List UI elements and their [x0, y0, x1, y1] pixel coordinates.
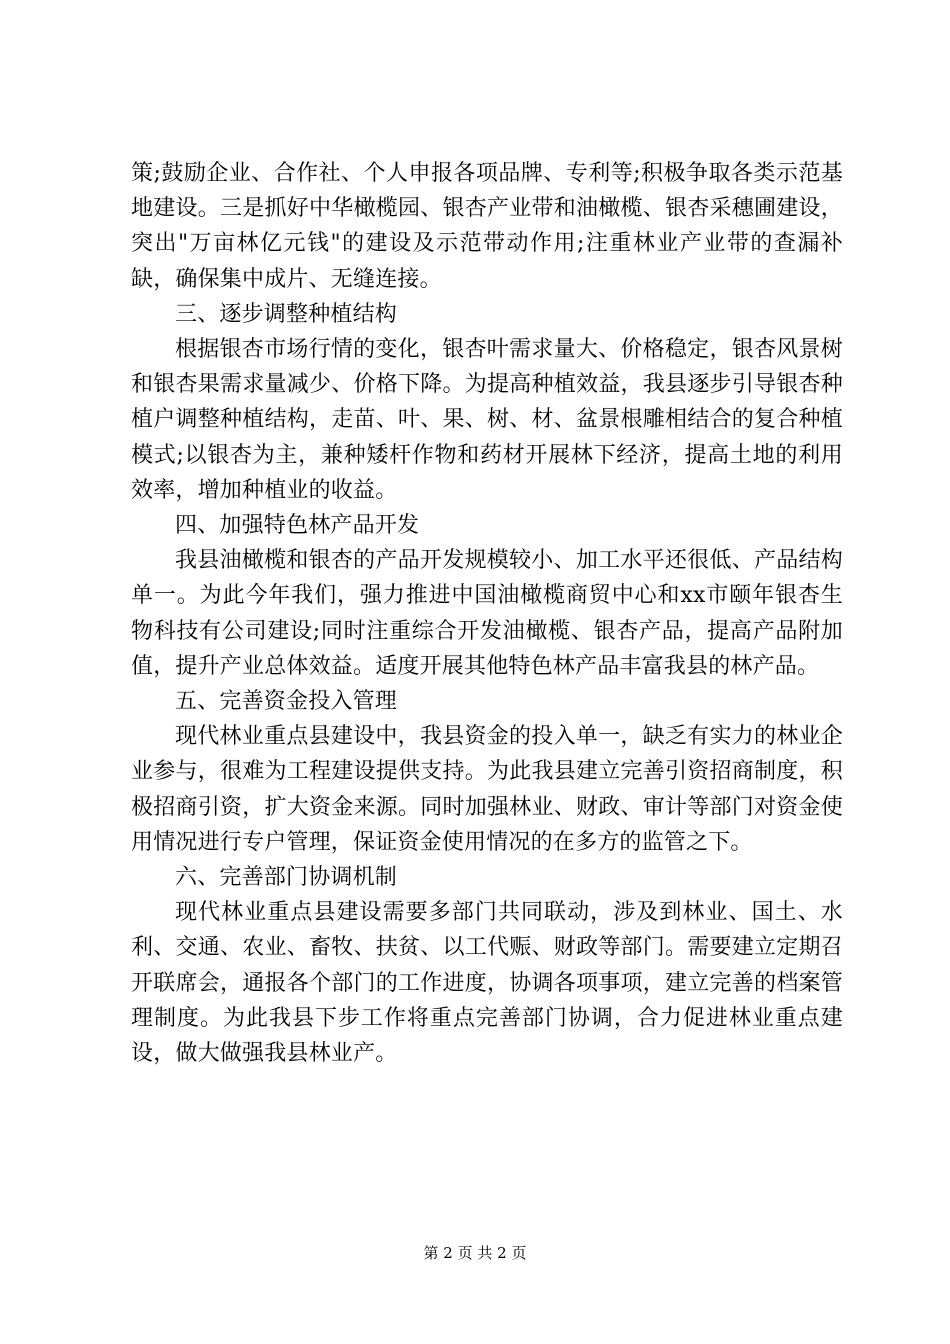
section-heading-6: 六、完善部门协调机制 — [175, 865, 398, 891]
paragraph-planting-structure: 根据银杏市场行情的变化，银杏叶需求量大、价格稳定，银杏风景树和银杏果需求量减少、价格下降。为提高种植效益，我县逐步引导银杏种植户调整种植结构，走苗、叶、果、树、材、盆景根雕相结合的复合种植模式;以银杏为主，兼种矮杆作物和药材开展林下经济，提高土地的利用效率，增加种植业的收益。 — [131, 337, 843, 503]
page-footer: 第 2 页 共 2 页 — [423, 1244, 527, 1262]
section-heading-5: 五、完善资金投入管理 — [175, 689, 398, 715]
section-heading-4: 四、加强特色林产品开发 — [175, 513, 420, 539]
paragraph-continued: 策;鼓励企业、合作社、个人申报各项品牌、专利等;积极争取各类示范基地建设。三是抓好中华橄榄园、银杏产业带和油橄榄、银杏采穗圃建设，突出"万亩林亿元钱"的建设及示范带动作用;注重林业产业带的查漏补缺，确保集中成片、无缝连接。 — [131, 161, 843, 292]
paragraph-funding: 现代林业重点县建设中，我县资金的投入单一，缺乏有实力的林业企业参与，很难为工程建设提供支持。为此我县建立完善引资招商制度，积极招商引资，扩大资金来源。同时加强林业、财政、审计等部门对资金使用情况进行专户管理，保证资金使用情况的在多方的监管之下。 — [131, 724, 843, 855]
paragraph-forest-products: 我县油橄榄和银杏的产品开发规模较小、加工水平还很低、产品结构单一。为此今年我们，强力推进中国油橄榄商贸中心和xx市颐年银杏生物科技有公司建设;同时注重综合开发油橄榄、银杏产品，提高产品附加值，提升产业总体效益。适度开展其他特色林产品丰富我县的林产品。 — [131, 548, 843, 679]
paragraph-coordination: 现代林业重点县建设需要多部门共同联动，涉及到林业、国土、水利、交通、农业、畜牧、扶贫、以工代赈、财政等部门。需要建立定期召开联席会，通报各个部门的工作进度，协调各项事项，建立完善的档案管理制度。为此我县下步工作将重点完善部门协调，合力促进林业重点建设，做大做强我县林业产。 — [131, 900, 843, 1067]
section-heading-3: 三、逐步调整种植结构 — [175, 301, 398, 327]
document-body — [131, 156, 843, 1071]
